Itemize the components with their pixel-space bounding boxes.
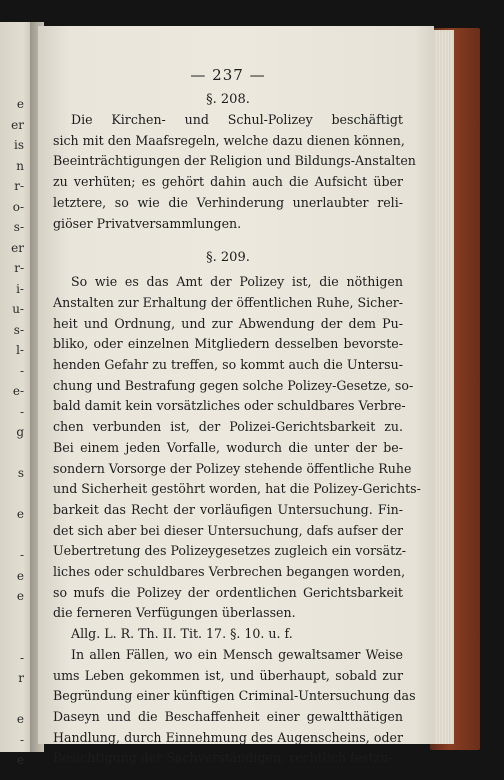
book-page [38, 26, 434, 766]
left-page-fragment: i- [16, 281, 24, 296]
text-line: und Sicherheit gestöhrt worden, hat die Polizey-Gerichts- [53, 481, 421, 497]
left-page-fragment: g [16, 425, 24, 439]
left-page-fragment: is [14, 138, 24, 152]
page-number: — 237 — [190, 66, 266, 84]
left-page-fragment [2, 689, 24, 710]
text-line: Daseyn und die Beschaffenheit einer gewaltthätigen [53, 708, 403, 724]
left-page-text-fragments [2, 94, 24, 771]
text-line: bald damit kein vorsätzliches oder schuldbares Verbre- [53, 398, 406, 414]
section-body [53, 272, 421, 624]
section-heading: §. 209. [206, 250, 250, 266]
left-page-fragment: - [19, 650, 24, 665]
left-page-fragment: r- [14, 179, 24, 193]
text-line: barkeit das Recht der vorläufigen Untersuchung. Fin- [53, 501, 403, 517]
left-page-fragment: - [19, 363, 24, 378]
text-line: det sich aber bei dieser Untersuchung, dafs aufser der [53, 522, 404, 538]
text-line: bliko, oder einzelnen Mitgliedern desselben bevorste- [53, 336, 403, 352]
legal-reference: Allg. L. R. Th. II. Tit. 17. §. 10. u. f. [71, 626, 293, 642]
left-page-fragment: o- [12, 199, 24, 214]
left-page-fragment: er [11, 240, 24, 255]
section-heading: §. 208. [206, 92, 250, 107]
text-line: giöser Privatversammlungen. [53, 215, 242, 231]
text-line: so mufs die Polizey der ordentlichen Gerichtsbarkeit [53, 584, 403, 600]
text-line: sondern Vorsorge der Polizey stehende öffentliche Ruhe [53, 460, 412, 476]
left-page-fragment: e [16, 97, 24, 111]
left-page-fragment: u- [12, 302, 24, 316]
left-page-fragment [2, 607, 24, 628]
left-page-fragment: s [17, 466, 24, 480]
text-line: chung und Bestrafung gegen solche Polizey-Gesetze, so- [53, 377, 414, 393]
left-page-fragment: s- [13, 220, 24, 234]
left-page-fragment [2, 484, 24, 505]
text-line: Anstalten zur Erhaltung der öffentlichen Ruhe, Sicher- [53, 294, 404, 310]
text-line: henden Gefahr zu treffen, so kommt auch die Untersu- [53, 357, 403, 373]
section-body [53, 110, 416, 234]
left-page-fragment: - [19, 404, 24, 419]
text-line: Uebertretung des Polizeygesetzes zugleich ein vorsätz- [53, 543, 407, 559]
left-page-fragment: e [16, 568, 24, 583]
left-page-fragment: e [16, 507, 24, 521]
left-page-fragment [2, 627, 24, 648]
page-content [53, 66, 421, 769]
left-page-fragment: l- [16, 343, 24, 357]
left-page-fragment: er [11, 117, 24, 132]
text-line: So wie es das Amt der Polizey ist, die nöthigen [71, 274, 403, 290]
text-line: sich mit den Maafsregeln, welche dazu dienen können, [53, 132, 405, 148]
left-page-fragment: r- [14, 261, 24, 275]
left-page-fragment: - [19, 732, 24, 747]
left-page-fragment: e [16, 753, 24, 767]
left-page-fragment [2, 443, 24, 464]
left-page-fragment: n [16, 158, 24, 173]
left-page-fragment: s- [13, 322, 24, 337]
text-line: ums Leben gekommen ist, und überhaupt, sobald zur [53, 667, 403, 683]
text-line: zu verhüten; es gehört dahin auch die Aufsicht über [53, 174, 403, 190]
paragraph-body [53, 645, 416, 769]
text-line: liches oder schuldbares Verbrechen begangen worden, [53, 564, 406, 580]
left-page-fragment [2, 525, 24, 546]
left-page-fragment: e- [12, 384, 24, 398]
left-page-fragment: r [18, 671, 24, 685]
text-line: Besichtigung der Sachverständigen, rechtlich festzu- [53, 750, 393, 766]
text-line: chen verbunden ist, der Polizei-Gerichtsbarkeit zu. [53, 419, 403, 435]
left-page-fragment: e [16, 712, 24, 726]
text-line: Bei einem jeden Vorfalle, wodurch die unter der be- [53, 439, 403, 455]
text-line: Handlung, durch Einnehmung des Augenscheins, oder [53, 729, 403, 745]
text-line: Begründung einer künftigen Criminal-Untersuchung das [53, 688, 416, 704]
text-line: letztere, so wie die Verhinderung unerlaubter reli- [53, 194, 403, 210]
left-page-fragment: e [16, 589, 24, 603]
text-line: heit und Ordnung, und zur Abwendung der dem Pu- [53, 315, 403, 331]
text-line: die ferneren Verfügungen überlassen. [53, 605, 296, 621]
left-page-fragment: - [19, 548, 24, 562]
text-line: Beeinträchtigungen der Religion und Bildungs-Anstalten [53, 153, 416, 169]
text-line: Die Kirchen- und Schul-Polizey beschäftigt [71, 112, 403, 127]
text-line: In allen Fällen, wo ein Mensch gewaltsamer Weise [71, 646, 403, 662]
